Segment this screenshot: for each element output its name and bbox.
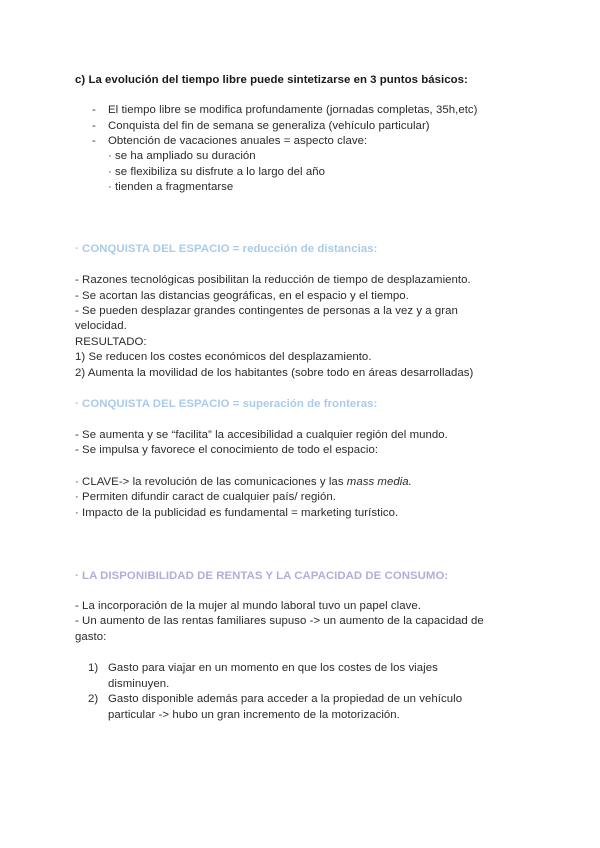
list-marker: - bbox=[92, 135, 96, 147]
clave-italic-text: mass media. bbox=[346, 476, 412, 488]
section-title: · CONQUISTA DEL ESPACIO = reducción de distancias: bbox=[75, 243, 378, 255]
clave-text: · CLAVE-> la revolución de las comunicaciones y las bbox=[75, 476, 347, 488]
paragraph-line: - Se aumenta y se “facilita” la accesibilidad a cualquier región del mundo. bbox=[75, 429, 448, 441]
paragraph-line: 2) Aumenta la movilidad de los habitantes (sobre todo en áreas desarrolladas) bbox=[75, 367, 474, 379]
sub-list-item: · se flexibiliza su disfrute a lo largo del año bbox=[108, 166, 325, 178]
paragraph-line: RESULTADO: bbox=[75, 336, 147, 348]
clave-line bbox=[75, 475, 412, 490]
paragraph-line: - Se impulsa y favorece el conocimiento de todo el espacio: bbox=[75, 444, 379, 456]
paragraph-line: - Un aumento de las rentas familiares supuso -> un aumento de la capacidad de bbox=[75, 615, 484, 627]
paragraph-line: - Razones tecnológicas posibilitan la reducción de tiempo de desplazamiento. bbox=[75, 274, 471, 286]
paragraph-line: - Se acortan las distancias geográficas, en el espacio y el tiempo. bbox=[75, 290, 409, 302]
list-number: 1) bbox=[88, 662, 99, 674]
paragraph-line: gasto: bbox=[75, 631, 107, 643]
paragraph-line: · Permiten difundir caract de cualquier país/ región. bbox=[75, 491, 336, 503]
list-marker: - bbox=[92, 120, 96, 132]
paragraph-line: · Impacto de la publicidad es fundamental = marketing turístico. bbox=[75, 507, 399, 519]
numbered-item-line: particular -> hubo un gran incremento de la motorización. bbox=[108, 709, 400, 721]
list-item: El tiempo libre se modifica profundamente (jornadas completas, 35h,etc) bbox=[108, 104, 478, 116]
sub-list-item: · se ha ampliado su duración bbox=[108, 150, 256, 162]
list-number: 2) bbox=[88, 693, 99, 705]
list-marker: - bbox=[92, 104, 96, 116]
paragraph-line: - Se pueden desplazar grandes contingentes de personas a la vez y a gran bbox=[75, 305, 458, 317]
section-title: · CONQUISTA DEL ESPACIO = superación de fronteras: bbox=[75, 398, 378, 410]
paragraph-line: velocidad. bbox=[75, 320, 127, 332]
page-heading: c) La evolución del tiempo libre puede sintetizarse en 3 puntos básicos: bbox=[75, 74, 468, 86]
numbered-item-line: Gasto disponible además para acceder a la propiedad de un vehículo bbox=[108, 693, 463, 705]
list-item: Conquista del fin de semana se generaliza (vehículo particular) bbox=[108, 120, 430, 132]
numbered-item-line: disminuyen. bbox=[108, 678, 170, 690]
section-title: · LA DISPONIBILIDAD DE RENTAS Y LA CAPACIDAD DE CONSUMO: bbox=[75, 570, 449, 582]
sub-list-item: · tienden a fragmentarse bbox=[108, 181, 234, 193]
numbered-item-line: Gasto para viajar en un momento en que los costes de los viajes bbox=[108, 662, 438, 674]
paragraph-line: - La incorporación de la mujer al mundo laboral tuvo un papel clave. bbox=[75, 600, 421, 612]
paragraph-line: 1) Se reducen los costes económicos del desplazamiento. bbox=[75, 351, 372, 363]
list-item: Obtención de vacaciones anuales = aspecto clave: bbox=[108, 135, 368, 147]
